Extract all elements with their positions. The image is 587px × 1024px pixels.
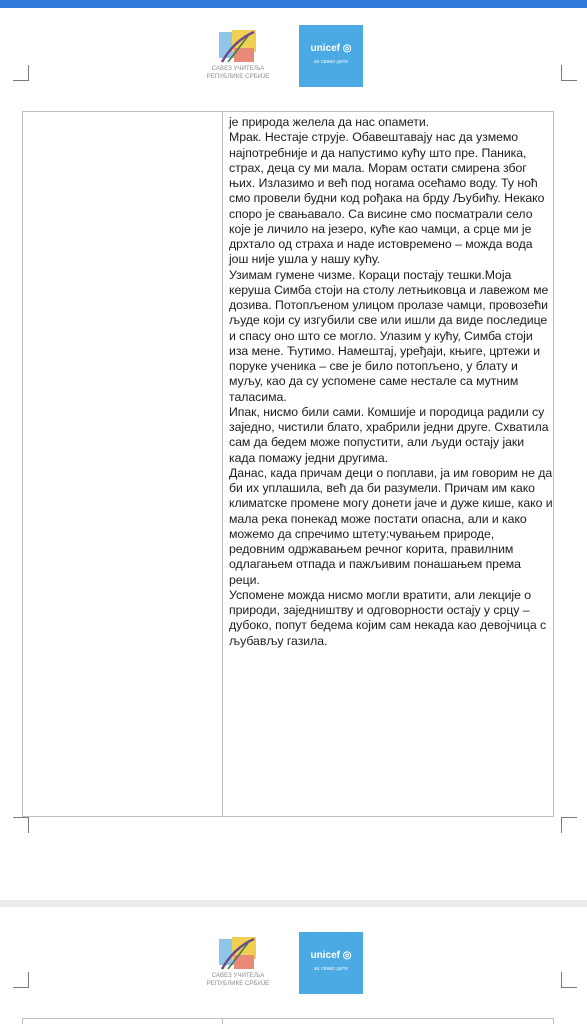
- essay-paragraph: Ипак, нисмо били сами. Комшије и породица радили су заједно, чистили блато, храбрили једни друге. Схватила сам да бедем може попустити, али људи остају јаки када помажу једни другима.: [229, 404, 549, 465]
- margin-corner-mark: [561, 817, 577, 833]
- essay-paragraph: Мрак. Нестаје струје. Обавештавају нас да узмемо најпотребније и да напустимо кућу што пре. Паника, страх, деца су ми мала. Морам остати смирена због њих. Излазимо и већ под ногама осећамо воду. Ту ноћ смо провели будни код рођака на брду Љубићу. Некако споро је свањавало. Са висине смо посматрали село које је личило на језеро, куће као чамци, а срце ми је дрхтало од страха и наде истовремено – можда вода још није ушла у нашу кућу.: [229, 130, 545, 267]
- content-table: [22, 1018, 554, 1024]
- unicef-wordmark: unicef ◎: [310, 950, 352, 961]
- margin-corner-mark: [13, 972, 29, 988]
- unicef-logo: [299, 932, 363, 994]
- teachers-union-name-line1: САВЕЗ УЧИТЕЉА: [211, 66, 265, 72]
- table-column-divider: [222, 112, 223, 816]
- margin-corner-mark: [561, 972, 577, 988]
- teachers-union-logo: [206, 935, 270, 993]
- teachers-union-name-line2: РЕПУБЛИКЕ СРБИЈЕ: [206, 74, 270, 80]
- unicef-logo: [299, 25, 363, 87]
- margin-corner-mark: [13, 65, 29, 81]
- top-toolbar-bar: [0, 0, 587, 8]
- unicef-tagline: за свако дете: [313, 59, 349, 65]
- essay-paragraph: је природа желела да нас опамети.: [229, 115, 429, 129]
- unicef-globe-icon: ◎: [342, 43, 352, 54]
- teachers-union-name-line1: САВЕЗ УЧИТЕЉА: [211, 973, 265, 979]
- teachers-union-name-line2: РЕПУБЛИКЕ СРБИЈЕ: [206, 981, 270, 987]
- essay-paragraph: Успомене можда нисмо могли вратити, али лекције о природи, заједништву и одговорности остају у срцу – дубоко, попут бедема којим сам некада као девојчица с љубављу газила.: [229, 587, 547, 648]
- unicef-wordmark: unicef ◎: [310, 43, 352, 54]
- unicef-tagline: за свако дете: [313, 966, 349, 972]
- content-table: [22, 111, 554, 817]
- essay-paragraph: Данас, када причам деци о поплави, ја им говорим не да би их уплашила, већ да би разумели. Причам им како климатске промене могу донети јаче и дуже кише, како и мала река понекад може постати опасна, али и како можемо да спречимо штету:чувањем природе, редовним одржавањем речног корита, правилним одлагањем отпада и пажљивим понашањем према реци.: [229, 465, 553, 587]
- margin-corner-mark: [561, 65, 577, 81]
- document-page: [0, 8, 587, 900]
- teachers-union-emblem-icon: [218, 935, 258, 971]
- teachers-union-logo: [206, 28, 270, 86]
- table-column-divider: [222, 1019, 223, 1024]
- essay-text-cell: [229, 115, 553, 649]
- teachers-union-emblem-icon: [218, 28, 258, 64]
- document-page: [0, 907, 587, 1024]
- margin-corner-mark: [13, 817, 29, 833]
- essay-paragraph: Узимам гумене чизме. Кораци постају тешки.Моја керуша Симба стоји на столу летњиковца и лавежом ме дозива. Потопљеном улицом пролазе чамци, провозећи људе који су изгубили све или ишли да виде последице и спасу оно што се могло. Улазим у кућу, Симба стоји иза мене. Ћутимо. Намештај, уређаји, књиге, цртежи и поруке ученика – све је било потопљено, у блату и муљу, као да су успомене саме нестале са мутним таласима.: [229, 267, 549, 404]
- unicef-globe-icon: ◎: [342, 950, 352, 961]
